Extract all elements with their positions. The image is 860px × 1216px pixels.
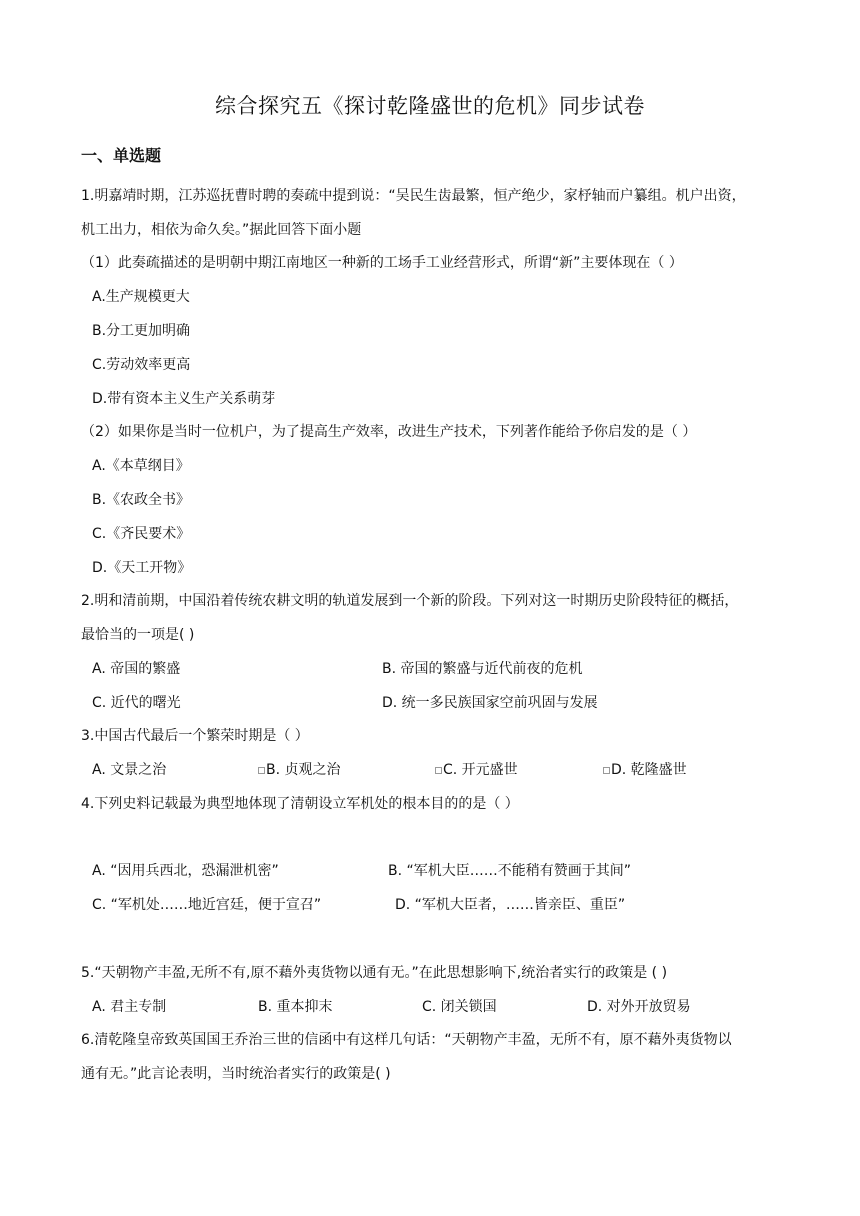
q5-option-d[interactable]: D. 对外开放贸易 [587,999,691,1015]
q1-sub2-option-a[interactable]: A.《本草纲目》 [92,458,190,474]
q5-stem: 5.“天朝物产丰盈,无所不有,原不藉外夷货物以通有无。”在此思想影响下,统治者实行的政策是 ( ) [81,965,668,981]
q3-option-c[interactable] [435,760,518,780]
q3-option-b[interactable] [258,760,341,780]
q3-option-b-label: B. 贞观之治 [266,762,341,778]
q3-option-a[interactable]: A. 文景之治 [92,762,167,778]
q2-option-a[interactable]: A. 帝国的繁盛 [92,661,181,677]
q4-option-b[interactable]: B. “军机大臣……不能稍有赞画于其间” [388,863,632,879]
q1-sub1-option-a[interactable]: A.生产规模更大 [92,289,190,305]
q1-stem-line1: 1.明嘉靖时期，江苏巡抚曹时聘的奏疏中提到说：“吴民生齿最繁，恒产绝少，家杼轴而户纂组。机户出资， [81,188,746,204]
page-title: 综合探究五《探讨乾隆盛世的危机》同步试卷 [215,94,645,118]
option-marker-icon [258,767,265,774]
q4-option-a[interactable]: A. “因用兵西北，恐漏泄机密” [92,863,279,879]
q5-option-c[interactable]: C. 闭关锁国 [422,999,497,1015]
q4-stem: 4.下列史料记载最为典型地体现了清朝设立军机处的根本目的的是（ ） [81,796,519,812]
q1-sub2-option-b[interactable]: B.《农政全书》 [92,492,191,508]
q1-sub1-option-d[interactable]: D.带有资本主义生产关系萌芽 [92,391,276,407]
q6-stem-line1: 6.清乾隆皇帝致英国国王乔治三世的信函中有这样几句话：“天朝物产丰盈，无所不有，原不藉外夷货物以 [81,1032,732,1048]
q1-sub2-option-d[interactable]: D.《天工开物》 [92,560,192,576]
q2-option-c[interactable]: C. 近代的曙光 [92,695,181,711]
section-heading: 一、单选题 [81,146,162,165]
q1-sub1-stem: （1）此奏疏描述的是明朝中期江南地区一种新的工场手工业经营形式，所谓“新”主要体现在（ ） [81,255,683,271]
option-marker-icon [603,767,610,774]
q1-sub2-option-c[interactable]: C.《齐民要术》 [92,526,191,542]
q3-option-d[interactable] [603,760,687,780]
q1-stem-line2: 机工出力，相依为命久矣。”据此回答下面小题 [81,222,362,238]
q3-option-d-label: D. 乾隆盛世 [611,762,687,778]
option-marker-icon [435,767,442,774]
q1-sub1-option-b[interactable]: B.分工更加明确 [92,323,191,339]
q2-stem-line2: 最恰当的一项是( ) [81,627,195,643]
q1-sub1-option-c[interactable]: C.劳动效率更高 [92,357,191,373]
q2-option-b[interactable]: B. 帝国的繁盛与近代前夜的危机 [382,661,583,677]
q3-option-c-label: C. 开元盛世 [443,762,518,778]
q6-stem-line2: 通有无。”此言论表明，当时统治者实行的政策是( ) [81,1066,391,1082]
q4-option-c[interactable]: C. “军机处……地近宫廷，便于宣召” [92,897,322,913]
q5-option-a[interactable]: A. 君主专制 [92,999,167,1015]
q2-stem-line1: 2.明和清前期，中国沿着传统农耕文明的轨道发展到一个新的阶段。下列对这一时期历史阶段特征的概括， [81,593,739,609]
q4-option-d[interactable]: D. “军机大臣者，……皆亲臣、重臣” [395,897,626,913]
q5-option-b[interactable]: B. 重本抑末 [258,999,333,1015]
q3-stem: 3.中国古代最后一个繁荣时期是（ ） [81,728,309,744]
q2-option-d[interactable]: D. 统一多民族国家空前巩固与发展 [382,695,598,711]
q1-sub2-stem: （2）如果你是当时一位机户，为了提高生产效率，改进生产技术，下列著作能给予你启发的是（ ） [81,424,697,440]
